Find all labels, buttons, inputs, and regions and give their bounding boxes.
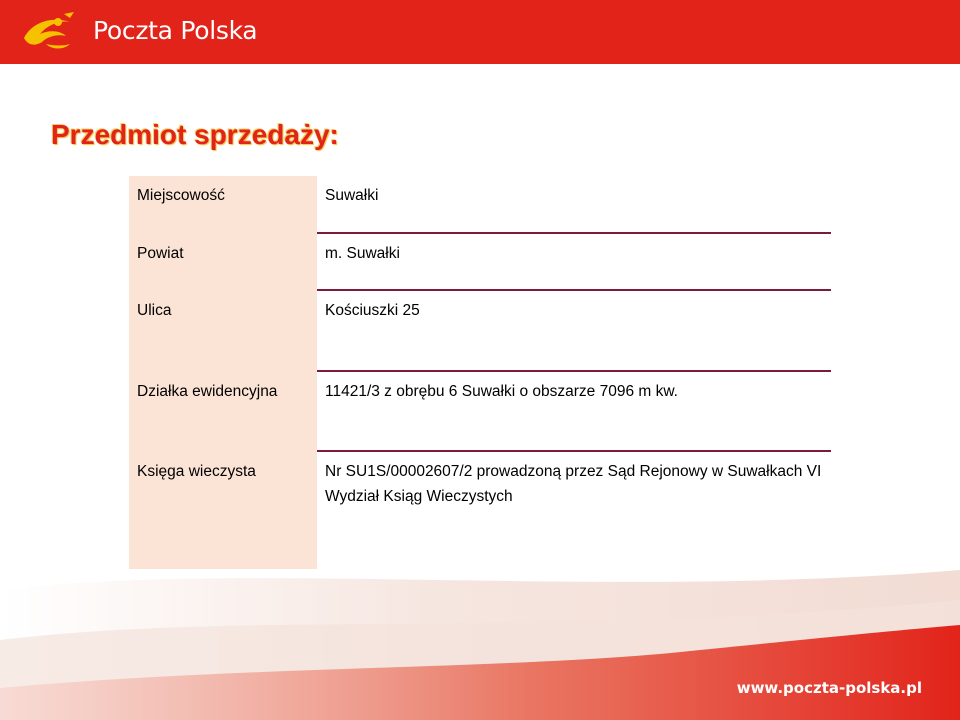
row-label: Ulica (129, 291, 317, 372)
row-label: Księga wieczysta (129, 452, 317, 569)
website-url: www.poczta-polska.pl (736, 679, 922, 697)
header-bar (0, 0, 960, 64)
row-value: m. Suwałki (317, 234, 831, 291)
table-row-dzialka (129, 372, 831, 452)
table-row-ulica (129, 291, 831, 372)
row-label: Miejscowość (129, 176, 317, 234)
table-row-ksiega (129, 452, 831, 569)
row-label: Powiat (129, 234, 317, 291)
row-value: Suwałki (317, 176, 831, 234)
row-value: Nr SU1S/00002607/2 prowadzoną przez Sąd Rejonowy w Suwałkach VI Wydział Ksiąg Wieczystych (325, 463, 822, 505)
table-row-miejscowosc (129, 176, 831, 234)
row-label: Działka ewidencyjna (129, 372, 317, 452)
row-value: Kościuszki 25 (317, 291, 831, 372)
table-row-powiat (129, 234, 831, 291)
property-details-table (129, 176, 831, 569)
brand-name: Poczta Polska (93, 16, 258, 45)
row-value: 11421/3 z obrębu 6 Suwałki o obszarze 7096 m kw. (317, 372, 831, 452)
page-title: Przedmiot sprzedaży: (51, 119, 339, 150)
poczta-polska-logo-icon (18, 8, 88, 54)
